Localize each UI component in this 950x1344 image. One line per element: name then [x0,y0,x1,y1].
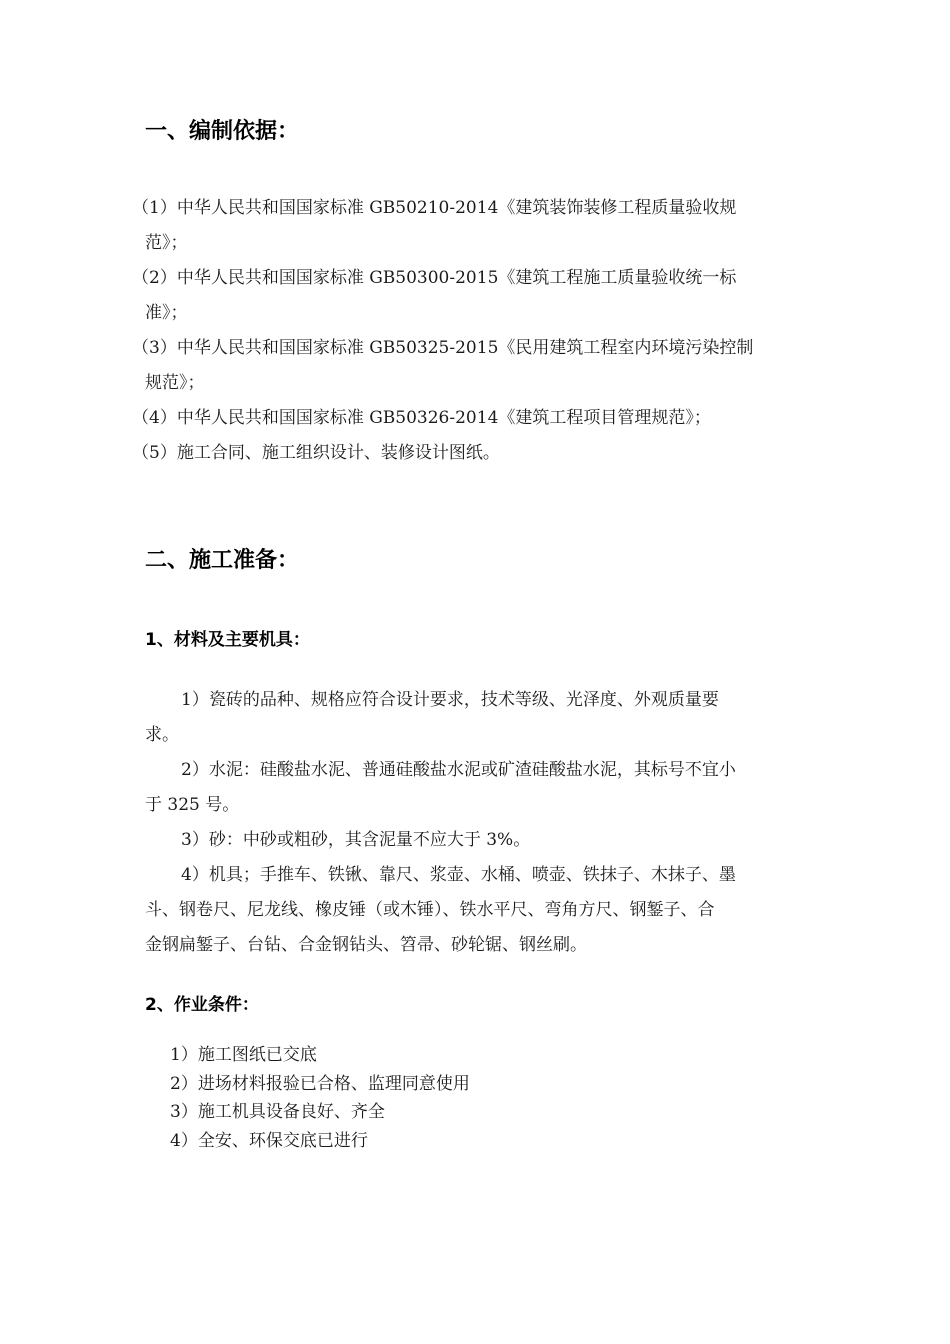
section-heading-preparation: 二、施工准备： [145,548,300,573]
reference-item [132,191,812,261]
reference-item [132,436,812,471]
reference-line: （5）施工合同、施工组织设计、装修设计图纸。 [132,443,500,463]
conditions-list [170,1041,470,1155]
condition-item: 1）施工图纸已交底 [170,1045,317,1065]
reference-item [132,401,812,436]
reference-line-cont: 准》； [145,303,188,323]
condition-item: 4）全安、环保交底已进行 [170,1130,368,1151]
materials-line: 3）砂：中砂或粗砂，其含泥量不应大于 3%。 [181,830,531,850]
reference-line: （2）中华人民共和国国家标准 GB50300-2015《建筑工程施工质量验收统一标 [132,268,737,288]
reference-line-cont: 范》； [145,233,188,253]
materials-list [145,683,810,963]
materials-line: 4）机具；手推车、铁锹、靠尺、浆壶、水桶、喷壶、铁抹子、木抹子、墨 [181,865,736,885]
reference-line: （4）中华人民共和国国家标准 GB50326-2014《建筑工程项目管理规范》； [132,408,711,428]
materials-line: 于 325 号。 [145,795,240,815]
condition-item: 2）进场材料报验已合格、监理同意使用 [170,1073,470,1094]
materials-line: 求。 [145,725,179,745]
reference-line-cont: 规范》； [145,373,205,393]
reference-line: （3）中华人民共和国国家标准 GB50325-2015《民用建筑工程室内环境污染控制 [132,338,754,358]
reference-item [132,331,812,401]
subsection-heading-conditions: 2、作业条件： [145,995,259,1015]
materials-line: 斗、钢卷尺、尼龙线、橡皮锤（或木锤）、铁水平尺、弯角方尺、钢錾子、合 [145,900,715,920]
section-heading-basis: 一、编制依据： [145,119,300,144]
materials-line: 金钢扁錾子、台钻、合金钢钻头、笤帚、砂轮锯、钢丝刷。 [145,935,587,955]
materials-line: 2）水泥：硅酸盐水泥、普通硅酸盐水泥或矿渣硅酸盐水泥，其标号不宜小 [181,760,736,780]
reference-line: （1）中华人民共和国国家标准 GB50210-2014《建筑装饰装修工程质量验收规 [132,198,737,218]
reference-item [132,261,812,331]
reference-list [132,191,812,471]
subsection-heading-materials: 1、材料及主要机具： [145,630,310,650]
materials-line: 1）瓷砖的品种、规格应符合设计要求，技术等级、光泽度、外观质量要 [181,690,719,710]
condition-item: 3）施工机具设备良好、齐全 [170,1102,385,1122]
